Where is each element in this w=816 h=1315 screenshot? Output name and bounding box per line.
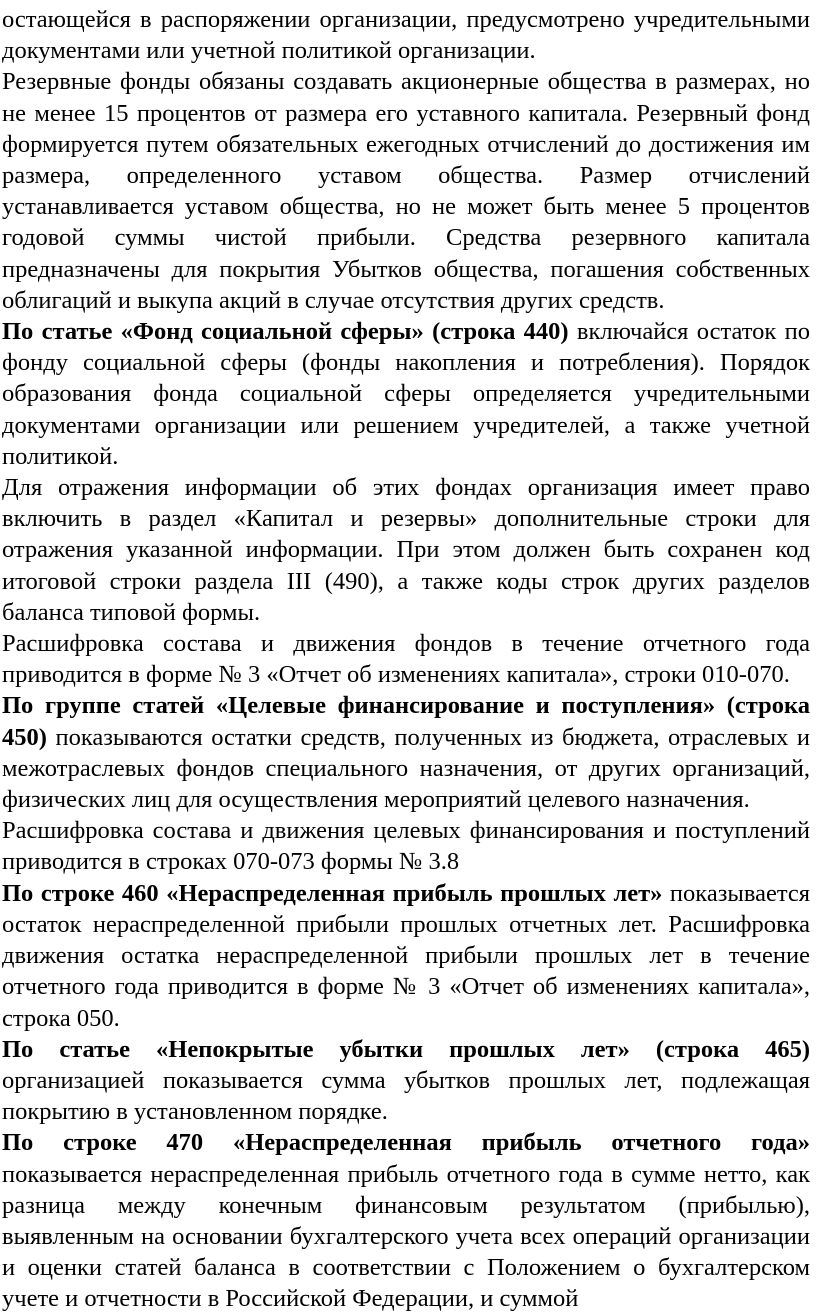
paragraph-text: включайся остаток по фонду социальной сферы (фонды накопления и потребления). Порядок образования фонда социальной сферы определяется учредительными документами организации или решением учредителей, а также учетной политикой. bbox=[2, 318, 810, 470]
paragraph-funds-breakdown bbox=[2, 628, 810, 690]
paragraph-text: организацией показывается сумма убытков прошлых лет, подлежащая покрытию в установленном порядке. bbox=[2, 1066, 810, 1126]
paragraph-targeted-breakdown bbox=[2, 815, 810, 877]
paragraph-lead: По статье «Непокрытые убытки прошлых лет» (строка 465) bbox=[2, 1035, 810, 1063]
paragraph-line-440 bbox=[2, 316, 810, 472]
paragraph-text: показывается остаток нераспределенной прибыли прошлых отчетных лет. Расшифровка движения остатка нераспределенной прибыли прошлых лет в течение отчетного года приводится в форме № 3 «Отчет об изменениях капитала», строка 050. bbox=[2, 879, 810, 1032]
paragraph-lead: По строке 470 «Нераспределенная прибыль отчетного года» bbox=[2, 1129, 810, 1157]
paragraph-text: Расшифровка состава и движения фондов в течение отчетного года приводится в форме № 3 «Отчет об изменениях капитала», строки 010-070. bbox=[2, 630, 810, 689]
paragraph-line-450 bbox=[2, 690, 810, 815]
paragraph-text: Расшифровка состава и движения целевых финансирования и поступлений приводится в строках 070-073 формы № 3.8 bbox=[2, 817, 810, 876]
paragraph-lead: По строке 460 «Нераспределенная прибыль прошлых лет» bbox=[2, 879, 663, 907]
paragraph-text: показывается нераспределенная прибыль отчетного года в сумме нетто, как разница между конечным финансовым результатом (прибылью), выявленным на основании бухгалтерского учета всех операций организации и оценки статей баланса в соответствии с Положением о бухгалтерском учете и отчетности в Российской Федерации, и суммой bbox=[2, 1160, 810, 1313]
paragraph-reserve-funds bbox=[2, 66, 810, 316]
paragraph-lead: По статье «Фонд социальной сферы» (строка 440) bbox=[2, 318, 569, 346]
paragraph-line-460 bbox=[2, 878, 810, 1034]
paragraph-text: Резервные фонды обязаны создавать акционерные общества в размерах, но не менее 15 процентов от размера его уставного капитала. Резервный фонд формируется путем обязательных ежегодных отчислений до достижения им размера, определенного уставом общества. Размер отчислений устанавливается уставом общества, но не может быть менее 5 процентов годовой суммы чистой прибыли. Средства резервного капитала предназначены для покрытия Убытков общества, погашения собственных облигаций и выкупа акций в случае отсутствия других средств. bbox=[2, 68, 810, 314]
paragraph-text: остающейся в распоряжении организации, предусмотрено учредительными документами или учетной политикой организации. bbox=[2, 6, 810, 65]
paragraph-line-470 bbox=[2, 1127, 810, 1314]
paragraph-lead: По группе статей «Целевые финансирование и поступления» (строка 450) bbox=[2, 692, 810, 751]
paragraph-text: показываются остатки средств, полученных из бюджета, отраслевых и межотраслевых фондов специального назначения, от других организаций, физических лиц для осуществления мероприятий целевого назначения. bbox=[2, 723, 810, 814]
paragraph-text: Для отражения информации об этих фондах организация имеет право включить в раздел «Капитал и резервы» дополнительные строки для отражения указанной информации. При этом должен быть сохранен код итоговой строки раздела III (490), а также коды строк других разделов баланса типовой формы. bbox=[2, 474, 810, 626]
paragraph-line-465 bbox=[2, 1034, 810, 1128]
paragraph-funds-continuation bbox=[2, 4, 810, 66]
paragraph-additional-lines bbox=[2, 472, 810, 628]
